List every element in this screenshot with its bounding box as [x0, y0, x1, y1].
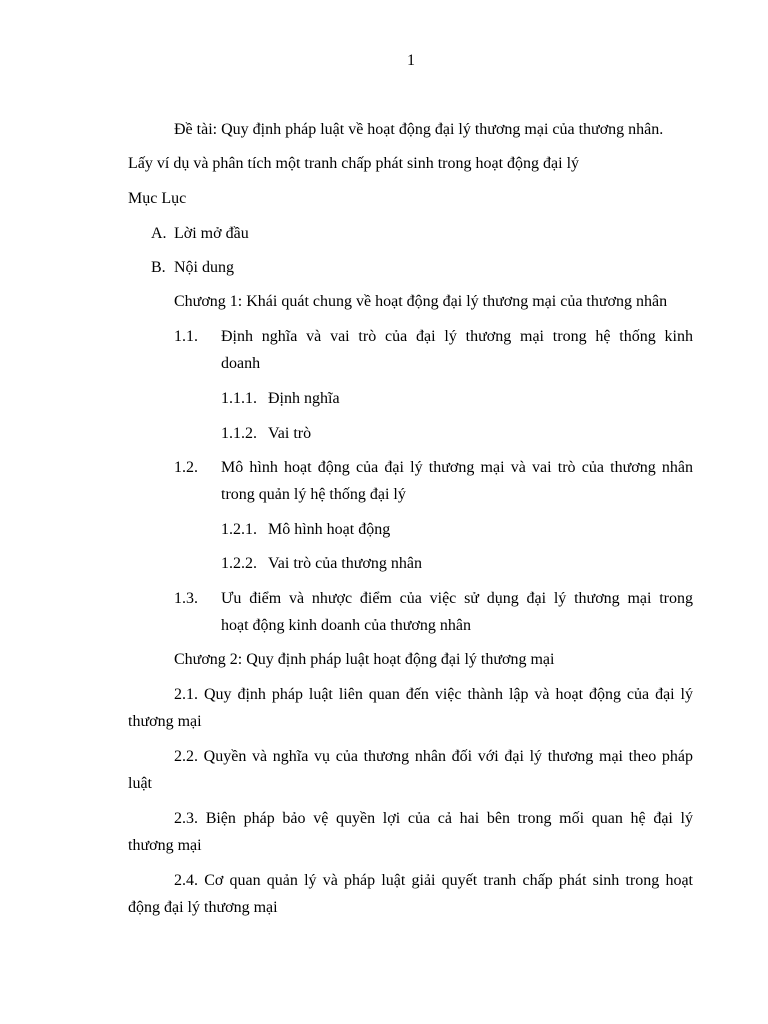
toc-heading: Mục Lục: [128, 190, 187, 207]
section-number: 1.2.: [174, 459, 198, 476]
section-title-line-2: doanh: [221, 355, 261, 372]
topic-line-1: Đề tài: Quy định pháp luật về hoạt động đại lý thương mại của thương nhân.: [174, 121, 664, 138]
section-number: 1.2.1.: [221, 521, 257, 538]
section-title: Vai trò: [268, 425, 312, 442]
section-title-line-2: trong quản lý hệ thống đại lý: [221, 486, 406, 503]
section-line-1: 2.2. Quyền và nghĩa vụ của thương nhân đối với đại lý thương mại theo pháp: [174, 748, 693, 765]
section-title-line-1: Mô hình hoạt động của đại lý thương mại và vai trò của thương nhân: [221, 459, 693, 476]
topic-line-2: Lấy ví dụ và phân tích một tranh chấp phát sinh trong hoạt động đại lý: [128, 155, 580, 172]
section-line-2: động đại lý thương mại: [128, 899, 278, 916]
toc-part-a-label: Lời mở đầu: [174, 225, 249, 242]
section-title: Mô hình hoạt động: [268, 521, 391, 538]
toc-chapter-2: Chương 2: Quy định pháp luật hoạt động đại lý thương mại: [174, 651, 555, 668]
section-number: 1.3.: [174, 590, 198, 607]
section-title-line-2: hoạt động kinh doanh của thương nhân: [221, 617, 471, 634]
toc-part-b-marker: B.: [151, 259, 166, 276]
section-line-1: 2.4. Cơ quan quản lý và pháp luật giải quyết tranh chấp phát sinh trong hoạt: [174, 872, 693, 889]
page-number: 1: [407, 52, 415, 69]
section-line-2: thương mại: [128, 713, 202, 730]
section-title: Vai trò của thương nhân: [268, 555, 422, 572]
section-line-1: 2.1. Quy định pháp luật liên quan đến việc thành lập và hoạt động của đại lý: [174, 686, 693, 703]
section-number: 1.1.: [174, 328, 198, 345]
section-line-2: thương mại: [128, 837, 202, 854]
toc-part-b-label: Nội dung: [174, 259, 234, 276]
section-line-1: 2.3. Biện pháp bảo vệ quyền lợi của cả hai bên trong mối quan hệ đại lý: [174, 810, 693, 827]
section-title-line-1: Định nghĩa và vai trò của đại lý thương mại trong hệ thống kinh: [221, 328, 693, 345]
section-number: 1.1.2.: [221, 425, 257, 442]
section-title: Định nghĩa: [268, 390, 340, 407]
section-title-line-1: Ưu điểm và nhược điểm của việc sử dụng đại lý thương mại trong: [221, 590, 693, 607]
section-line-2: luật: [128, 775, 152, 792]
toc-chapter-1: Chương 1: Khái quát chung về hoạt động đại lý thương mại của thương nhân: [174, 293, 668, 310]
section-number: 1.2.2.: [221, 555, 257, 572]
toc-part-a-marker: A.: [151, 225, 167, 242]
section-number: 1.1.1.: [221, 390, 257, 407]
